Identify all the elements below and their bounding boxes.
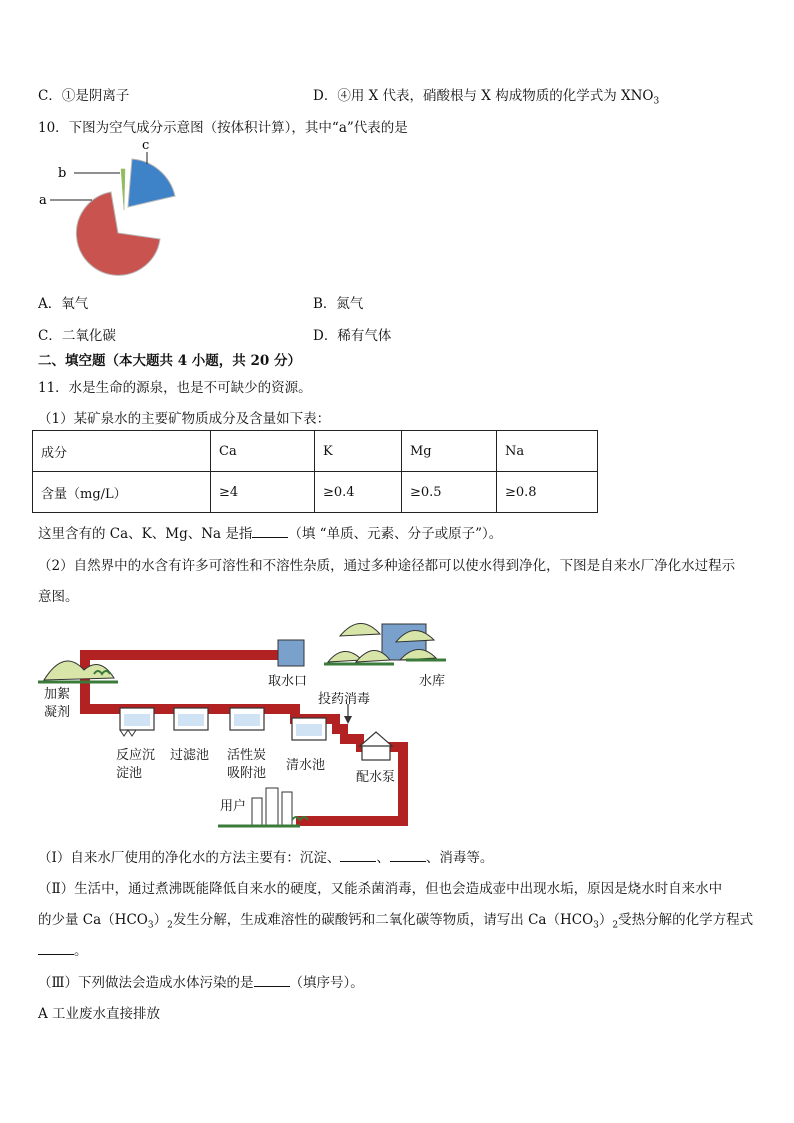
label-sediment-2: 淀池: [116, 766, 143, 781]
q11-sub3: （Ⅲ）下列做法会造成水体污染的是 （填序号）。: [38, 975, 364, 991]
label-reservoir: 水库: [419, 674, 446, 689]
table-cell: Ca: [211, 431, 315, 472]
q10-option-a: A．氧气: [38, 296, 89, 312]
label-filter: 过滤池: [170, 748, 210, 763]
pie-slice-c: [128, 159, 175, 207]
q11-after-table: 这里含有的 Ca、K、Mg、Na 是指 （填 “单质、元素、分子或原子”）。: [38, 526, 503, 542]
answer-blank[interactable]: [390, 860, 426, 862]
pump-house-icon: [360, 732, 392, 760]
label-coagulant-1: 加絮: [44, 687, 71, 702]
table-cell: 含量（mg/L）: [33, 472, 211, 513]
q11-sub2-line3: 。: [38, 939, 88, 959]
water-purification-diagram: [38, 612, 458, 834]
q11-part1: （1）某矿泉水的主要矿物质成分及含量如下表：: [38, 411, 331, 427]
table-cell: Mg: [402, 431, 497, 472]
filter-tank-icon: [174, 708, 208, 730]
label-user: 用户: [220, 799, 247, 814]
label-pump: 配水泵: [356, 770, 396, 785]
coagulant-hill-icon: [38, 661, 118, 682]
pie-label-a: a: [39, 193, 47, 208]
q9-option-c: C．①是阴离子: [38, 88, 130, 104]
q11-sub3-option-a: A 工业废水直接排放: [38, 1006, 161, 1022]
carbon-tank-icon: [230, 708, 264, 730]
mineral-table: [32, 430, 598, 513]
q9-option-d: D．④用 X 代表，硝酸根与 X 构成物质的化学式为 $XNO_3$: [313, 88, 660, 107]
label-clear: 清水池: [286, 758, 326, 773]
q11-sub2-line2: 的少量 $Ca(HCO_3)_2$发生分解，生成难溶性的碳酸钙和二氧化碳等物质，请写出 $Ca(HCO_3)_2$受热分解的化学方程式: [38, 912, 754, 931]
label-disinfect: 投药消毒: [318, 692, 371, 707]
answer-blank[interactable]: [254, 985, 290, 987]
pie-label-b: b: [58, 166, 67, 181]
pie-slice-b: [121, 169, 125, 210]
label-coagulant-2: 凝剂: [44, 705, 71, 720]
label-intake: 取水口: [268, 674, 308, 689]
table-cell: K: [315, 431, 402, 472]
answer-blank[interactable]: [340, 860, 376, 862]
q10-option-d: D．稀有气体: [313, 328, 392, 344]
q10-stem: 10．下图为空气成分示意图（按体积计算），其中“a”代表的是: [38, 120, 408, 136]
q11-part2-line2: 意图。: [38, 589, 79, 605]
pie-slice-a: [76, 192, 160, 275]
answer-blank[interactable]: [38, 953, 74, 955]
label-sediment-1: 反应沉: [116, 748, 156, 763]
table-cell: 成分: [33, 431, 211, 472]
q11-sub1: （Ⅰ）自来水厂使用的净化水的方法主要有：沉淀、 、 、消毒等。: [38, 850, 494, 866]
label-carbon-1: 活性炭: [227, 748, 267, 763]
q10-option-b: B．氮气: [313, 296, 364, 312]
q11-part2-line1: （2）自然界中的水含有许多可溶性和不溶性杂质，通过多种途径都可以使水得到净化，下图是自来水厂净化水过程示: [38, 558, 736, 574]
pie-label-c: c: [142, 138, 150, 153]
table-cell: ≥4: [211, 472, 315, 513]
clear-tank-icon: [292, 718, 326, 740]
label-carbon-2: 吸附池: [227, 766, 267, 781]
arrow-down-icon: [344, 704, 352, 724]
table-row: [33, 472, 598, 513]
answer-blank[interactable]: [252, 536, 288, 538]
reservoir-icon: [324, 623, 446, 664]
air-composition-pie: [30, 138, 190, 280]
table-cell: ≥0.8: [497, 472, 598, 513]
section-heading-fill-blank: 二、填空题（本大题共 4 小题，共 20 分）: [38, 353, 301, 369]
table-header-row: [33, 431, 598, 472]
q10-option-c: C．二氧化碳: [38, 328, 116, 344]
intake-box: [278, 640, 304, 666]
table-cell: ≥0.5: [402, 472, 497, 513]
q11-sub2-line1: （Ⅱ）生活中，通过煮沸既能降低自来水的硬度，又能杀菌消毒，但也会造成壶中出现水垢，原因是烧水时自来水中: [38, 881, 723, 897]
sediment-tank-icon: [120, 708, 154, 736]
table-cell: ≥0.4: [315, 472, 402, 513]
q11-stem: 11．水是生命的源泉，也是不可缺少的资源。: [38, 380, 312, 396]
table-cell: Na: [497, 431, 598, 472]
